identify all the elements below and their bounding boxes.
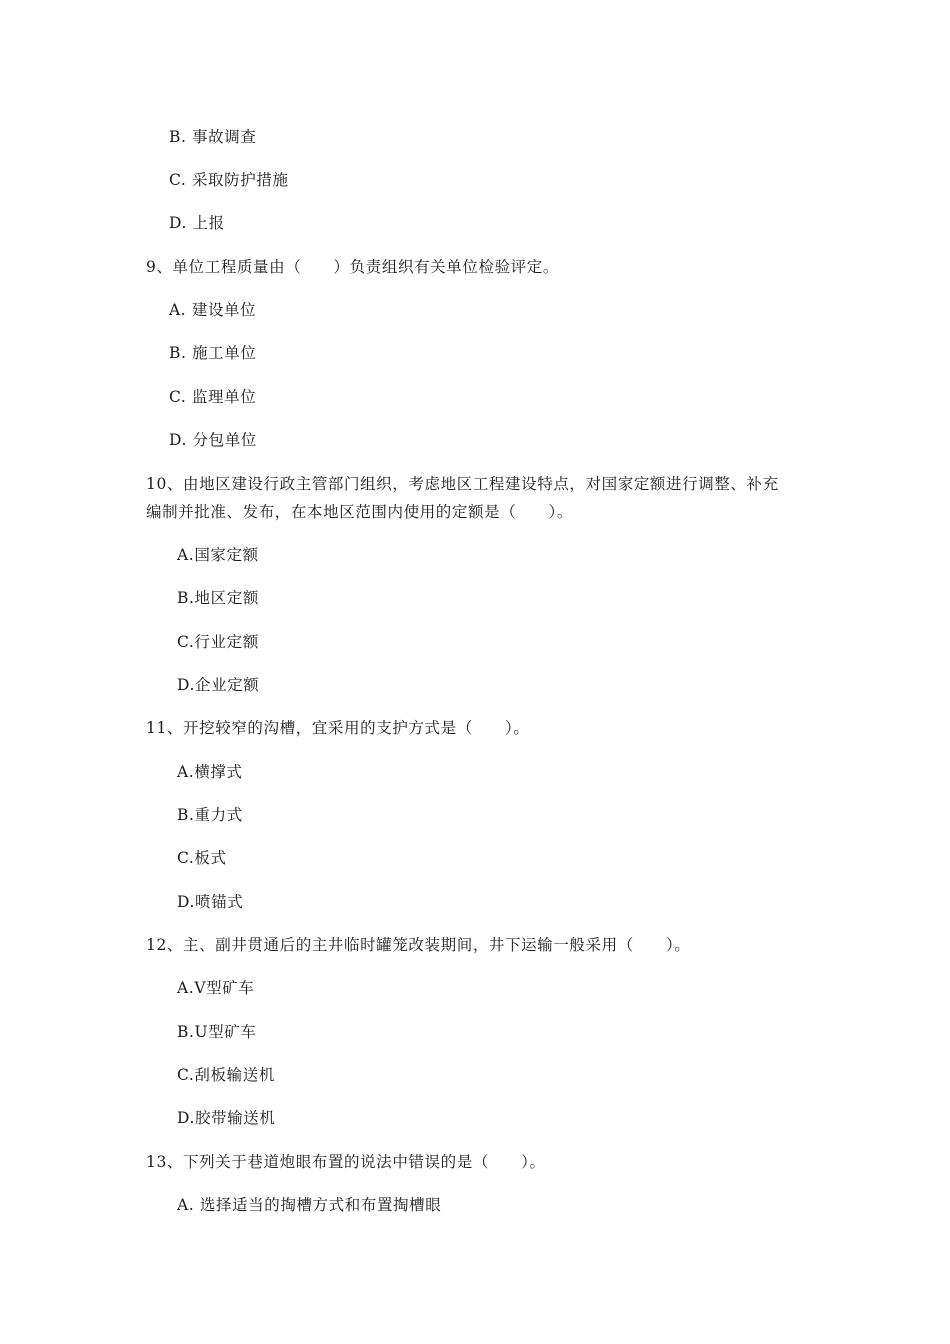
q12-stem: 12、主、副井贯通后的主井临时罐笼改装期间，井下运输一般采用（ ）。	[146, 936, 691, 954]
q11-option-d: D.喷锚式	[177, 893, 244, 911]
q8-option-d: D. 上报	[169, 214, 225, 232]
q9-stem: 9、单位工程质量由（ ）负责组织有关单位检验评定。	[146, 258, 559, 276]
q9-option-b: B. 施工单位	[169, 344, 257, 362]
q12-option-b: B.U型矿车	[177, 1023, 257, 1041]
q10-option-b: B.地区定额	[177, 589, 259, 607]
q11-option-a: A.横撑式	[177, 763, 243, 781]
q10-option-a: A.国家定额	[177, 546, 259, 564]
q10-stem-line1: 10、由地区建设行政主管部门组织，考虑地区工程建设特点，对国家定额进行调整、补充	[146, 475, 779, 493]
q9-option-a: A. 建设单位	[169, 301, 257, 319]
q10-option-c: C.行业定额	[177, 633, 259, 651]
q13-option-a: A. 选择适当的掏槽方式和布置掏槽眼	[177, 1196, 442, 1214]
q8-option-b: B. 事故调查	[169, 128, 257, 146]
q8-option-c: C. 采取防护措施	[169, 171, 289, 189]
q10-option-d: D.企业定额	[177, 676, 260, 694]
q10-stem-line2: 编制并批准、发布，在本地区范围内使用的定额是（ ）。	[146, 503, 573, 521]
q12-option-d: D.胶带输送机	[177, 1109, 276, 1127]
q12-option-a: A.V型矿车	[177, 979, 255, 997]
q11-option-b: B.重力式	[177, 806, 243, 824]
q11-stem: 11、开挖较窄的沟槽，宜采用的支护方式是（ ）。	[146, 719, 530, 737]
q11-option-c: C.板式	[177, 849, 227, 867]
q9-option-c: C. 监理单位	[169, 388, 257, 406]
q13-stem: 13、下列关于巷道炮眼布置的说法中错误的是（ ）。	[146, 1153, 546, 1171]
q12-option-c: C.刮板输送机	[177, 1066, 275, 1084]
q9-option-d: D. 分包单位	[169, 431, 257, 449]
